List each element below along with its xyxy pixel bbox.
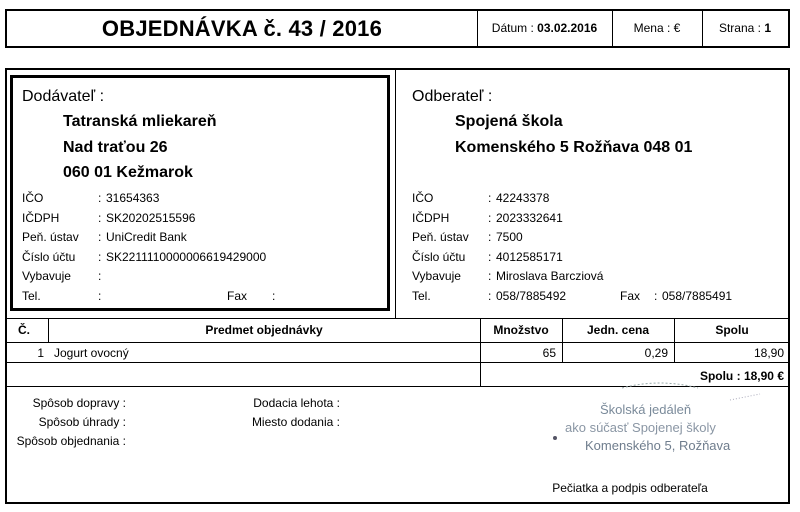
separator-colon: : [488, 191, 492, 205]
date-label: Dátum : [491, 21, 534, 35]
customer-bank-value: 7500 [496, 230, 523, 244]
supplier-tel-label: Tel. [22, 288, 41, 303]
separator-colon: : [654, 288, 658, 303]
customer-account-value: 4012585171 [496, 249, 563, 264]
supplier-fax-label: Fax [227, 288, 248, 303]
customer-icdph-value: 2023332641 [496, 210, 563, 225]
row-no: 1 [37, 346, 44, 360]
delivery-place-label: Miesto dodania : [251, 415, 340, 429]
row-qty: 65 [542, 346, 556, 360]
column-header-total: Spolu [715, 323, 749, 337]
customer-icdph-label: IČDPH [412, 210, 450, 225]
currency-label: Mena : [633, 21, 671, 35]
customer-contact-value: Miroslava Barcziová [496, 269, 604, 283]
table-top-rule [5, 318, 790, 319]
customer-bank-label: Peň. ústav [412, 230, 469, 244]
customer-tel-value: 058/7885492 [496, 288, 567, 303]
supplier-bank-label: Peň. ústav [22, 230, 79, 244]
customer-fax-label: Fax [620, 288, 641, 303]
supplier-bank-value: UniCredit Bank [106, 230, 187, 244]
supplier-heading: Dodávateľ : [22, 88, 105, 105]
supplier-street: Nad traťou 26 [63, 139, 168, 156]
supplier-city: 060 01 Kežmarok [63, 164, 193, 181]
separator-colon: : [488, 288, 492, 303]
page-label: Strana : [718, 21, 761, 35]
customer-fax-value: 058/7885491 [662, 288, 733, 303]
supplier-account-label: Číslo účtu [22, 249, 76, 264]
school-stamp [520, 380, 780, 460]
table-header-rule [5, 342, 790, 343]
customer-account-label: Číslo účtu [412, 249, 466, 264]
payment-label: Spôsob úhrady : [38, 415, 126, 429]
header-currency [612, 11, 702, 46]
customer-name: Spojená škola [455, 113, 563, 130]
column-header-no: Č. [18, 323, 30, 337]
order-header [5, 9, 790, 48]
separator-colon: : [98, 249, 102, 264]
stamp-line-3: Komenského 5, Rožňava [585, 438, 731, 453]
stamp-line-1: Školská jedáleň [600, 402, 692, 417]
order-method-label: Spôsob objednania : [16, 434, 126, 448]
supplier-details [22, 189, 382, 309]
customer-tel-label: Tel. [412, 288, 431, 303]
customer-details [412, 189, 782, 309]
separator-colon: : [98, 288, 102, 303]
supplier-icdph-value: SK20202515596 [106, 210, 196, 225]
column-header-subject: Predmet objednávky [205, 323, 323, 337]
supplier-ico-label: IČO [22, 191, 44, 205]
sum-value: 18,90 € [743, 369, 784, 383]
supplier-ico-value: 31654363 [106, 191, 160, 205]
customer-ico-label: IČO [412, 191, 434, 205]
table-row-rule [5, 362, 790, 363]
separator-colon: : [98, 191, 102, 205]
party-divider [395, 70, 396, 318]
separator-colon: : [98, 269, 102, 283]
column-header-unit-price: Jedn. cena [586, 323, 650, 337]
date-value: 03.02.2016 [537, 21, 598, 35]
separator-colon: : [98, 230, 102, 244]
transport-label: Spôsob dopravy : [32, 396, 126, 410]
currency-value: € [673, 21, 681, 35]
separator-colon: : [488, 249, 492, 264]
separator-colon: : [272, 288, 276, 303]
supplier-contact-label: Vybavuje [22, 269, 71, 283]
separator-colon: : [98, 210, 102, 225]
row-total: 18,90 [753, 346, 784, 360]
row-unit-price: 0,29 [644, 346, 668, 360]
column-header-qty: Množstvo [493, 323, 549, 337]
customer-ico-value: 42243378 [496, 191, 550, 205]
customer-contact-label: Vybavuje [412, 269, 461, 283]
separator-colon: : [488, 230, 492, 244]
separator-colon: : [488, 210, 492, 225]
header-page [702, 11, 788, 46]
customer-address: Komenského 5 Rožňava 048 01 [455, 139, 693, 156]
supplier-name: Tatranská mliekareň [63, 113, 217, 130]
stamp-line-2: ako súčasť Spojenej školy [565, 420, 716, 435]
sum-label: Spolu : [699, 369, 741, 383]
page-value: 1 [764, 21, 772, 35]
header-date [477, 11, 612, 46]
delivery-term-label: Dodacia lehota : [253, 396, 340, 410]
customer-heading: Odberateľ : [412, 88, 493, 105]
supplier-account-value: SK2211110000006619429000 [106, 249, 267, 264]
supplier-icdph-label: IČDPH [22, 210, 60, 225]
document-title: OBJEDNÁVKA č. 43 / 2016 [101, 16, 383, 41]
row-subject: Jogurt ovocný [54, 346, 129, 360]
signature-label: Pečiatka a podpis odberateľa [552, 481, 708, 495]
separator-colon: : [488, 269, 492, 283]
